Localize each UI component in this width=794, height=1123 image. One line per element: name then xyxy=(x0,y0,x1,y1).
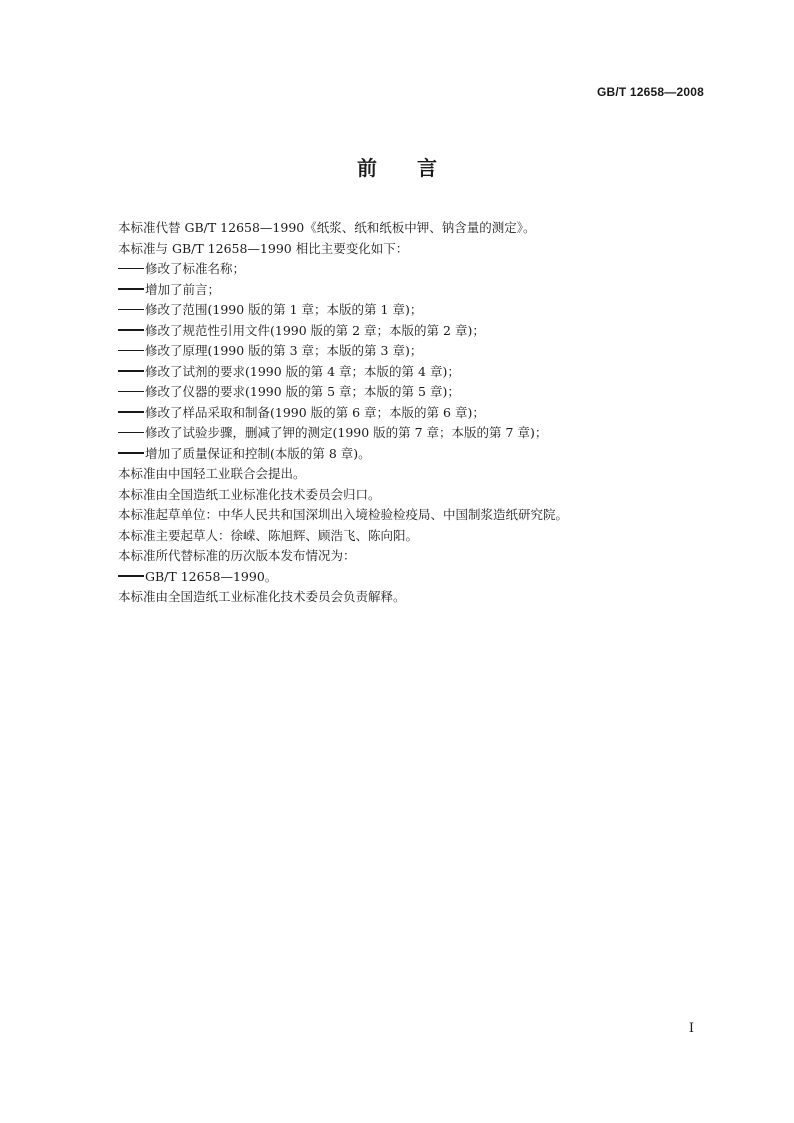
line-text: 修改了范围(1990 版的第 1 章；本版的第 1 章)； xyxy=(145,302,423,317)
line-text: 本标准与 GB/T 12658—1990 相比主要变化如下： xyxy=(118,240,409,256)
line-text: 本标准所代替标准的历次版本发布情况为： xyxy=(118,548,356,563)
paragraph-line xyxy=(118,464,708,485)
list-item xyxy=(118,382,708,403)
list-item xyxy=(118,444,708,465)
dash-marker xyxy=(118,452,144,453)
paragraph-line xyxy=(118,485,708,506)
list-item xyxy=(118,321,708,342)
dash-marker xyxy=(118,411,144,412)
list-item xyxy=(118,423,708,444)
line-text: 修改了仪器的要求(1990 版的第 5 章；本版的第 5 章)； xyxy=(145,384,460,399)
list-item xyxy=(118,567,708,588)
line-text: 本标准由中国轻工业联合会提出。 xyxy=(118,466,306,481)
foreword-body xyxy=(118,218,708,608)
line-text: GB/T 12658—1990。 xyxy=(145,568,278,584)
line-text: 修改了标准名称； xyxy=(145,261,246,276)
line-text: 修改了原理(1990 版的第 3 章；本版的第 3 章)； xyxy=(145,343,423,358)
list-item xyxy=(118,341,708,362)
line-text: 修改了试剂的要求(1990 版的第 4 章；本版的第 4 章)； xyxy=(145,363,460,379)
dash-marker xyxy=(118,268,144,269)
line-text: 本标准代替 GB/T 12658—1990《纸浆、纸和纸板中钾、钠含量的测定》。 xyxy=(118,220,536,235)
line-text: 本标准起草单位：中华人民共和国深圳出入境检验检疫局、中国制浆造纸研究院。 xyxy=(118,507,569,522)
paragraph-line xyxy=(118,239,708,260)
line-text: 本标准主要起草人：徐嵘、陈旭辉、顾浩飞、陈向阳。 xyxy=(118,527,419,543)
dash-marker xyxy=(118,288,144,289)
page-title: 前言 xyxy=(357,156,477,180)
dash-marker xyxy=(118,370,144,371)
dash-marker xyxy=(118,309,144,310)
line-text: 修改了试验步骤，删减了钾的测定(1990 版的第 7 章；本版的第 7 章)； xyxy=(145,425,548,440)
paragraph-line xyxy=(118,505,708,526)
line-text: 修改了样品采取和制备(1990 版的第 6 章；本版的第 6 章)； xyxy=(145,404,485,420)
list-item xyxy=(118,362,708,383)
dash-marker xyxy=(118,329,144,330)
line-text: 本标准由全国造纸工业标准化技术委员会负责解释。 xyxy=(118,589,406,604)
paragraph-line xyxy=(118,218,708,239)
dash-marker xyxy=(118,391,144,392)
dash-marker xyxy=(118,432,144,433)
line-text: 增加了质量保证和控制(本版的第 8 章)。 xyxy=(145,445,371,461)
line-text: 本标准由全国造纸工业标准化技术委员会归口。 xyxy=(118,486,381,502)
line-text: 修改了规范性引用文件(1990 版的第 2 章；本版的第 2 章)； xyxy=(145,322,485,338)
paragraph-line xyxy=(118,587,708,608)
standard-code: GB/T 12658—2008 xyxy=(596,85,704,99)
page-number: I xyxy=(688,1021,694,1036)
list-item xyxy=(118,259,708,280)
list-item xyxy=(118,300,708,321)
list-item xyxy=(118,403,708,424)
list-item xyxy=(118,280,708,301)
paragraph-line xyxy=(118,546,708,567)
line-text: 增加了前言； xyxy=(145,281,221,297)
dash-marker xyxy=(118,350,144,351)
paragraph-line xyxy=(118,526,708,547)
dash-marker xyxy=(118,575,144,576)
